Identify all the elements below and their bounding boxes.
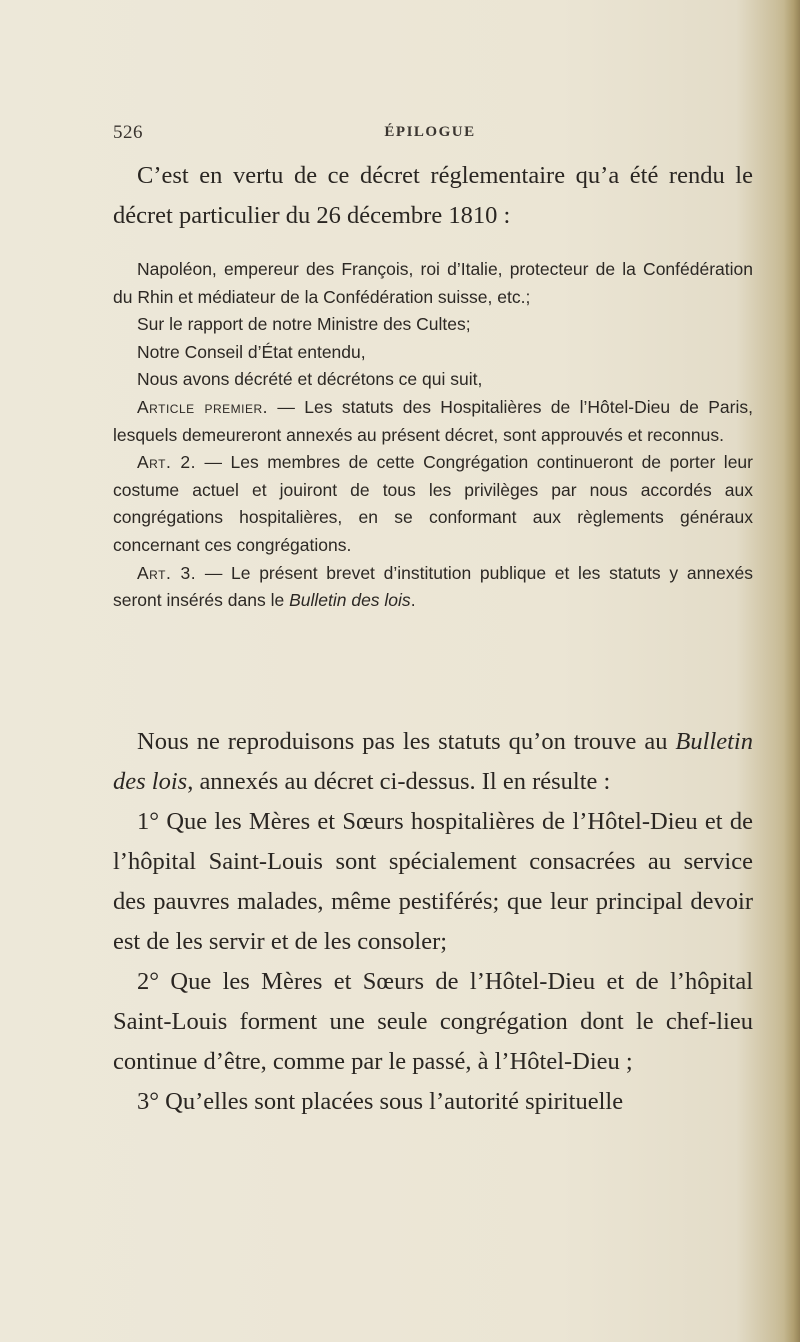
decree-report-line: Sur le rapport de notre Ministre des Cultes;	[137, 314, 471, 335]
intro-paragraph	[113, 156, 753, 236]
decree-quote	[113, 256, 753, 615]
article-3	[113, 560, 753, 615]
main-text	[113, 722, 753, 1122]
running-title: ÉPILOGUE	[384, 124, 476, 140]
body-p1-italic: Bulletin des lois	[113, 728, 753, 795]
list-item-1: 1° Que les Mères et Sœurs hospitalières de l’Hôtel-Dieu et de l’hôpital Saint-Louis sont spécialement consacrées au service des pauvres malades, même pestiférés; que leur principal devoir est de les servir et de les consoler;	[113, 808, 753, 955]
article-3-text: — Le présent brevet d’institution publique et les statuts y annexés seront insérés dans le	[113, 562, 754, 611]
page-number: 526	[113, 122, 143, 143]
decree-preamble: Napoléon, empereur des François, roi d’Italie, protecteur de la Confédération du Rhin et médiateur de la Confédération suisse, etc.;	[113, 259, 753, 307]
article-2-text: — Les membres de cette Congrégation continueront de porter leur costume actuel et jouiront de tous les privilèges par nous accordés aux congrégations hospitalières, en se conformant aux règlements généraux concernant ces congrégations.	[113, 452, 753, 555]
intro-text: C’est en vertu de ce décret réglementaire qu’a été rendu le décret particulier du 26 décembre 1810 :	[113, 162, 753, 229]
article-2-label: Art. 2.	[137, 452, 196, 473]
article-3-italic: Bulletin des lois	[289, 590, 411, 611]
list-item-2: 2° Que les Mères et Sœurs de l’Hôtel-Dieu et de l’hôpital Saint-Louis forment une seule congrégation dont le chef-lieu continue d’être, comme par le passé, à l’Hôtel-Dieu ;	[113, 968, 753, 1075]
article-1-text: — Les statuts des Hospitalières de l’Hôtel-Dieu de Paris, lesquels demeureront annexés au présent décret, sont approuvés et reconnus.	[113, 396, 753, 445]
article-2	[113, 449, 753, 559]
body-paragraph-1	[113, 722, 753, 802]
page-edge-shadow	[784, 0, 800, 1342]
decree-enacting-line: Nous avons décrété et décrétons ce qui suit,	[137, 369, 483, 390]
article-3-end: .	[410, 590, 416, 611]
list-item-3: 3° Qu’elles sont placées sous l’autorité spirituelle	[137, 1088, 624, 1115]
body-p1-end: , annexés au décret ci-dessus. Il en résulte :	[187, 768, 611, 795]
article-1-label: Article premier.	[137, 396, 269, 417]
decree-council-line: Notre Conseil d’État entendu,	[137, 341, 366, 362]
body-p1-start: Nous ne reproduisons pas les statuts qu’on trouve au	[137, 728, 676, 755]
article-1	[113, 394, 753, 449]
article-3-label: Art. 3.	[137, 562, 197, 583]
